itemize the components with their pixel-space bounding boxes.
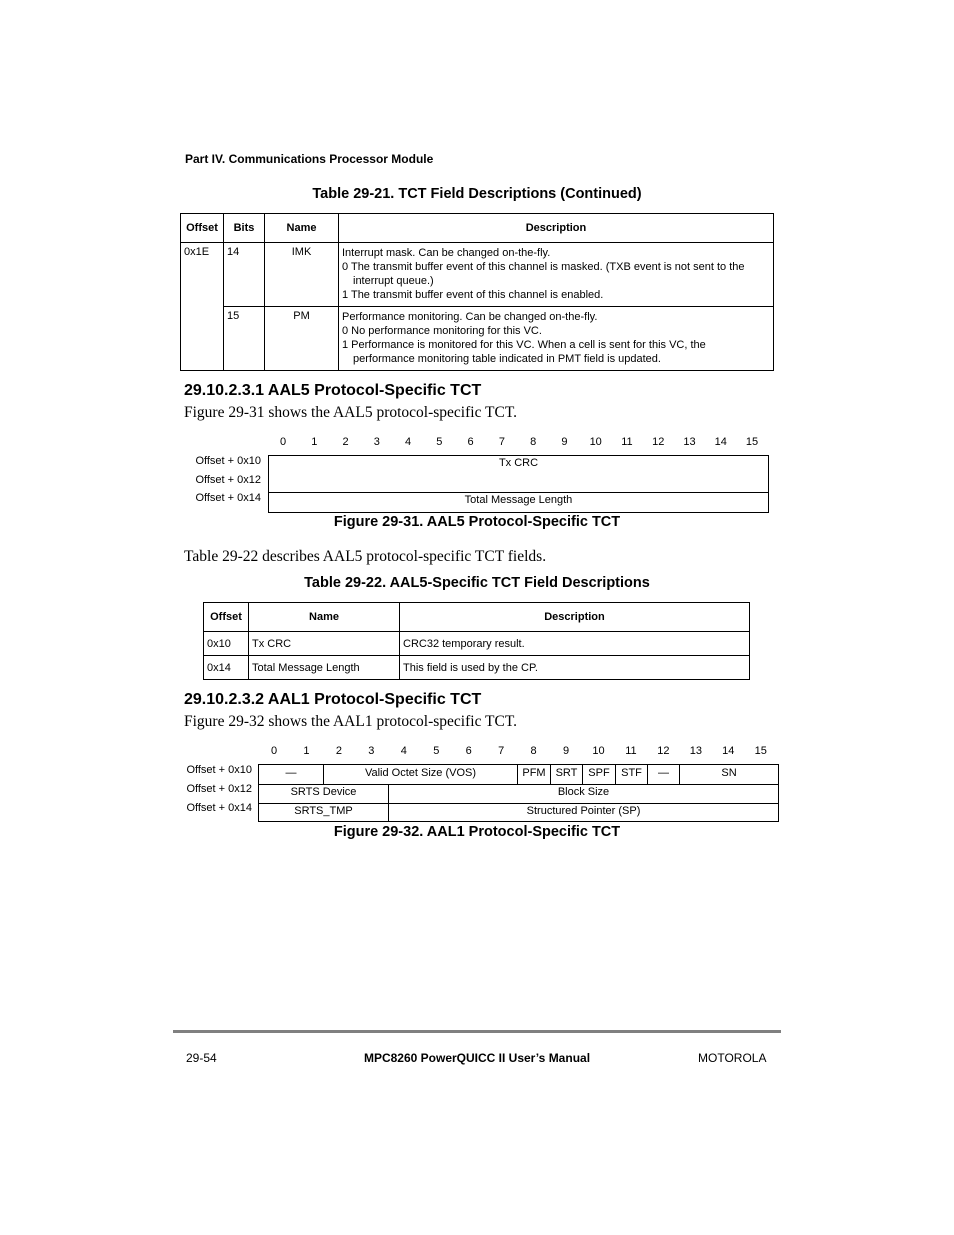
footer-manual-title: MPC8260 PowerQUICC II User’s Manual [363, 1051, 591, 1065]
offset-label: Offset + 0x14 [186, 802, 252, 814]
cell-name: PM [265, 307, 339, 371]
figure-31-caption: Figure 29-31. AAL5 Protocol-Specific TCT [333, 514, 621, 530]
desc-line: performance monitoring table indicated in PMT field is updated. [353, 353, 661, 365]
cell-description: This field is used by the CP. [400, 656, 750, 680]
section-heading-aal5: 29.10.2.3.1 AAL5 Protocol-Specific TCT [184, 382, 482, 399]
bit-number: 8 [530, 745, 537, 757]
bit-number: 0 [270, 745, 278, 757]
field-vos: Valid Octet Size (VOS) [324, 765, 518, 784]
bit-number: 12 [652, 436, 665, 448]
col-header-name: Name [249, 603, 400, 632]
field-tx-crc: Tx CRC [498, 457, 539, 469]
table-row [204, 656, 750, 680]
bit-number: 2 [335, 745, 342, 757]
field-pfm: PFM [518, 765, 551, 784]
bit-number: 14 [714, 436, 727, 448]
cell-bits: 14 [224, 243, 265, 307]
cell-offset: 0x1E [181, 243, 224, 371]
field-stf: STF [616, 765, 648, 784]
field-total-message-length: Total Message Length [464, 494, 573, 506]
field-srts-tmp: SRTS_TMP [259, 803, 389, 821]
section-heading-aal1: 29.10.2.3.2 AAL1 Protocol-Specific TCT [184, 691, 482, 708]
cell-description: CRC32 temporary result. [400, 632, 750, 656]
bit-number: 10 [592, 745, 605, 757]
table-header-row [181, 214, 774, 243]
bit-number: 1 [303, 745, 310, 757]
col-header-description: Description [400, 603, 750, 632]
bit-number: 6 [467, 436, 474, 448]
table-21 [180, 213, 774, 371]
desc-line: interrupt queue.) [353, 275, 434, 287]
bit-number: 1 [311, 436, 318, 448]
bit-number: 5 [436, 436, 443, 448]
register-row-2 [259, 803, 778, 821]
bit-number: 15 [754, 745, 767, 757]
paragraph-table-22: Table 29-22 describes AAL5 protocol-specific TCT fields. [184, 548, 547, 565]
bit-number: 4 [400, 745, 407, 757]
col-header-name: Name [265, 214, 339, 243]
offset-label: Offset + 0x10 [195, 455, 261, 467]
desc-line: 1 The transmit buffer event of this channel is enabled. [342, 289, 604, 301]
paragraph-aal1: Figure 29-32 shows the AAL1 protocol-specific TCT. [184, 713, 518, 730]
cell-name: IMK [265, 243, 339, 307]
bit-number: 3 [373, 436, 380, 448]
cell-offset: 0x14 [204, 656, 249, 680]
table-row [181, 243, 774, 307]
register-row-1 [259, 784, 778, 803]
desc-line: 1 Performance is monitored for this VC. When a cell is sent for this VC, the [342, 339, 706, 351]
desc-line: Interrupt mask. Can be changed on-the-fly. [342, 247, 551, 259]
bit-number: 2 [342, 436, 349, 448]
cell-description [339, 243, 774, 307]
field-spf: SPF [583, 765, 616, 784]
bit-number: 15 [745, 436, 759, 448]
footer-page-number: 29-54 [186, 1051, 217, 1065]
cell-offset: 0x10 [204, 632, 249, 656]
paragraph-aal5: Figure 29-31 shows the AAL5 protocol-specific TCT. [184, 404, 518, 421]
bit-number: 0 [279, 436, 287, 448]
offset-label: Offset + 0x12 [186, 783, 252, 795]
field-sn: SN [721, 767, 737, 779]
table-row [204, 632, 750, 656]
bit-number: 7 [498, 436, 505, 448]
figure-32-caption: Figure 29-32. AAL1 Protocol-Specific TCT [333, 824, 621, 840]
part-header: Part IV. Communications Processor Module [185, 152, 434, 166]
register-row-0 [259, 765, 778, 784]
bit-number: 11 [625, 745, 637, 757]
offset-label: Offset + 0x12 [195, 474, 261, 486]
offset-label: Offset + 0x14 [195, 492, 261, 504]
bit-number: 5 [433, 745, 440, 757]
footer-company: MOTOROLA [698, 1051, 767, 1065]
offset-label: Offset + 0x10 [186, 764, 252, 776]
col-header-offset: Offset [204, 603, 249, 632]
bit-number: 8 [530, 436, 537, 448]
table-22-title: Table 29-22. AAL5-Specific TCT Field Descriptions [304, 575, 650, 591]
cell-name: Tx CRC [249, 632, 400, 656]
cell-bits: 15 [224, 307, 265, 371]
register-box [268, 455, 769, 513]
register-box [258, 764, 779, 822]
bit-number: 6 [465, 745, 472, 757]
col-header-offset: Offset [181, 214, 224, 243]
desc-line: 0 No performance monitoring for this VC. [342, 325, 542, 337]
bit-number: 9 [561, 436, 568, 448]
field-reserved: — [648, 765, 680, 784]
col-header-bits: Bits [224, 214, 265, 243]
footer-rule [173, 1030, 781, 1033]
desc-line: Performance monitoring. Can be changed on-the-fly. [342, 311, 598, 323]
bit-number: 7 [498, 745, 505, 757]
bit-number: 11 [621, 436, 633, 448]
field-srt: SRT [551, 765, 583, 784]
bit-number: 9 [562, 745, 570, 757]
cell-description [339, 307, 774, 371]
cell-name: Total Message Length [249, 656, 400, 680]
col-header-description: Description [339, 214, 774, 243]
table-row [181, 307, 774, 371]
bit-number: 3 [368, 745, 375, 757]
bit-number: 13 [689, 745, 702, 757]
field-block-size: Block Size [557, 786, 610, 798]
desc-line: 0 The transmit buffer event of this channel is masked. (TXB event is not sent to the [342, 261, 745, 273]
field-reserved: — [259, 765, 324, 784]
bit-number: 4 [405, 436, 412, 448]
bit-number: 13 [683, 436, 696, 448]
table-22 [203, 602, 750, 680]
field-structured-pointer: Structured Pointer (SP) [526, 805, 641, 817]
bit-number: 12 [657, 745, 670, 757]
table-21-title: Table 29-21. TCT Field Descriptions (Continued) [312, 186, 642, 202]
table-header-row [204, 603, 750, 632]
bit-number: 14 [722, 745, 735, 757]
field-srts-device: SRTS Device [259, 784, 389, 803]
bit-number: 10 [589, 436, 602, 448]
